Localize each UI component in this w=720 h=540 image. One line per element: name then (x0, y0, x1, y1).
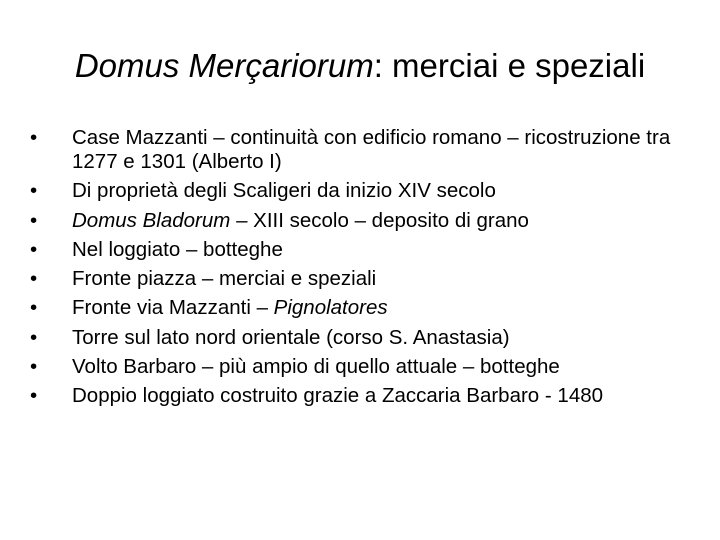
bullet-text: Volto Barbaro – più ampio di quello attuale – botteghe (72, 355, 560, 379)
bullet-item (30, 326, 700, 350)
slide-title-italic: Domus Merçariorum (74, 47, 374, 84)
bullet-text-italic: Domus Bladorum (72, 208, 231, 232)
slide-title (0, 44, 720, 88)
bullet-text: Fronte piazza – merciai e speziali (72, 267, 377, 291)
bullet-item (30, 179, 700, 203)
bullet-text: Di proprietà degli Scaligeri da inizio XIV secolo (72, 179, 496, 203)
bullet-item (30, 238, 700, 262)
bullet-text: Nel loggiato – botteghe (72, 237, 283, 261)
bullet-item (30, 126, 700, 174)
bullet-item (30, 267, 700, 291)
bullet-item (30, 384, 700, 408)
bullet-text: Case Mazzanti – continuità con edificio romano – ricostruzione tra 1277 e 1301 (Alberto I) (72, 126, 671, 173)
bullet-text: Torre sul lato nord orientale (corso S. Anastasia) (72, 325, 510, 349)
bullet-item (30, 355, 700, 379)
bullet-item (30, 296, 700, 320)
bullet-text-italic: Pignolatores (273, 296, 388, 320)
bullet-text: Fronte via Mazzanti – (72, 296, 274, 320)
slide-title-rest: : merciai e speziali (373, 47, 646, 84)
bullet-item (30, 209, 700, 233)
bullet-text: Doppio loggiato costruito grazie a Zaccaria Barbaro - 1480 (72, 384, 604, 408)
bullet-text: – XIII secolo – deposito di grano (230, 208, 529, 232)
bullet-list (30, 126, 700, 414)
